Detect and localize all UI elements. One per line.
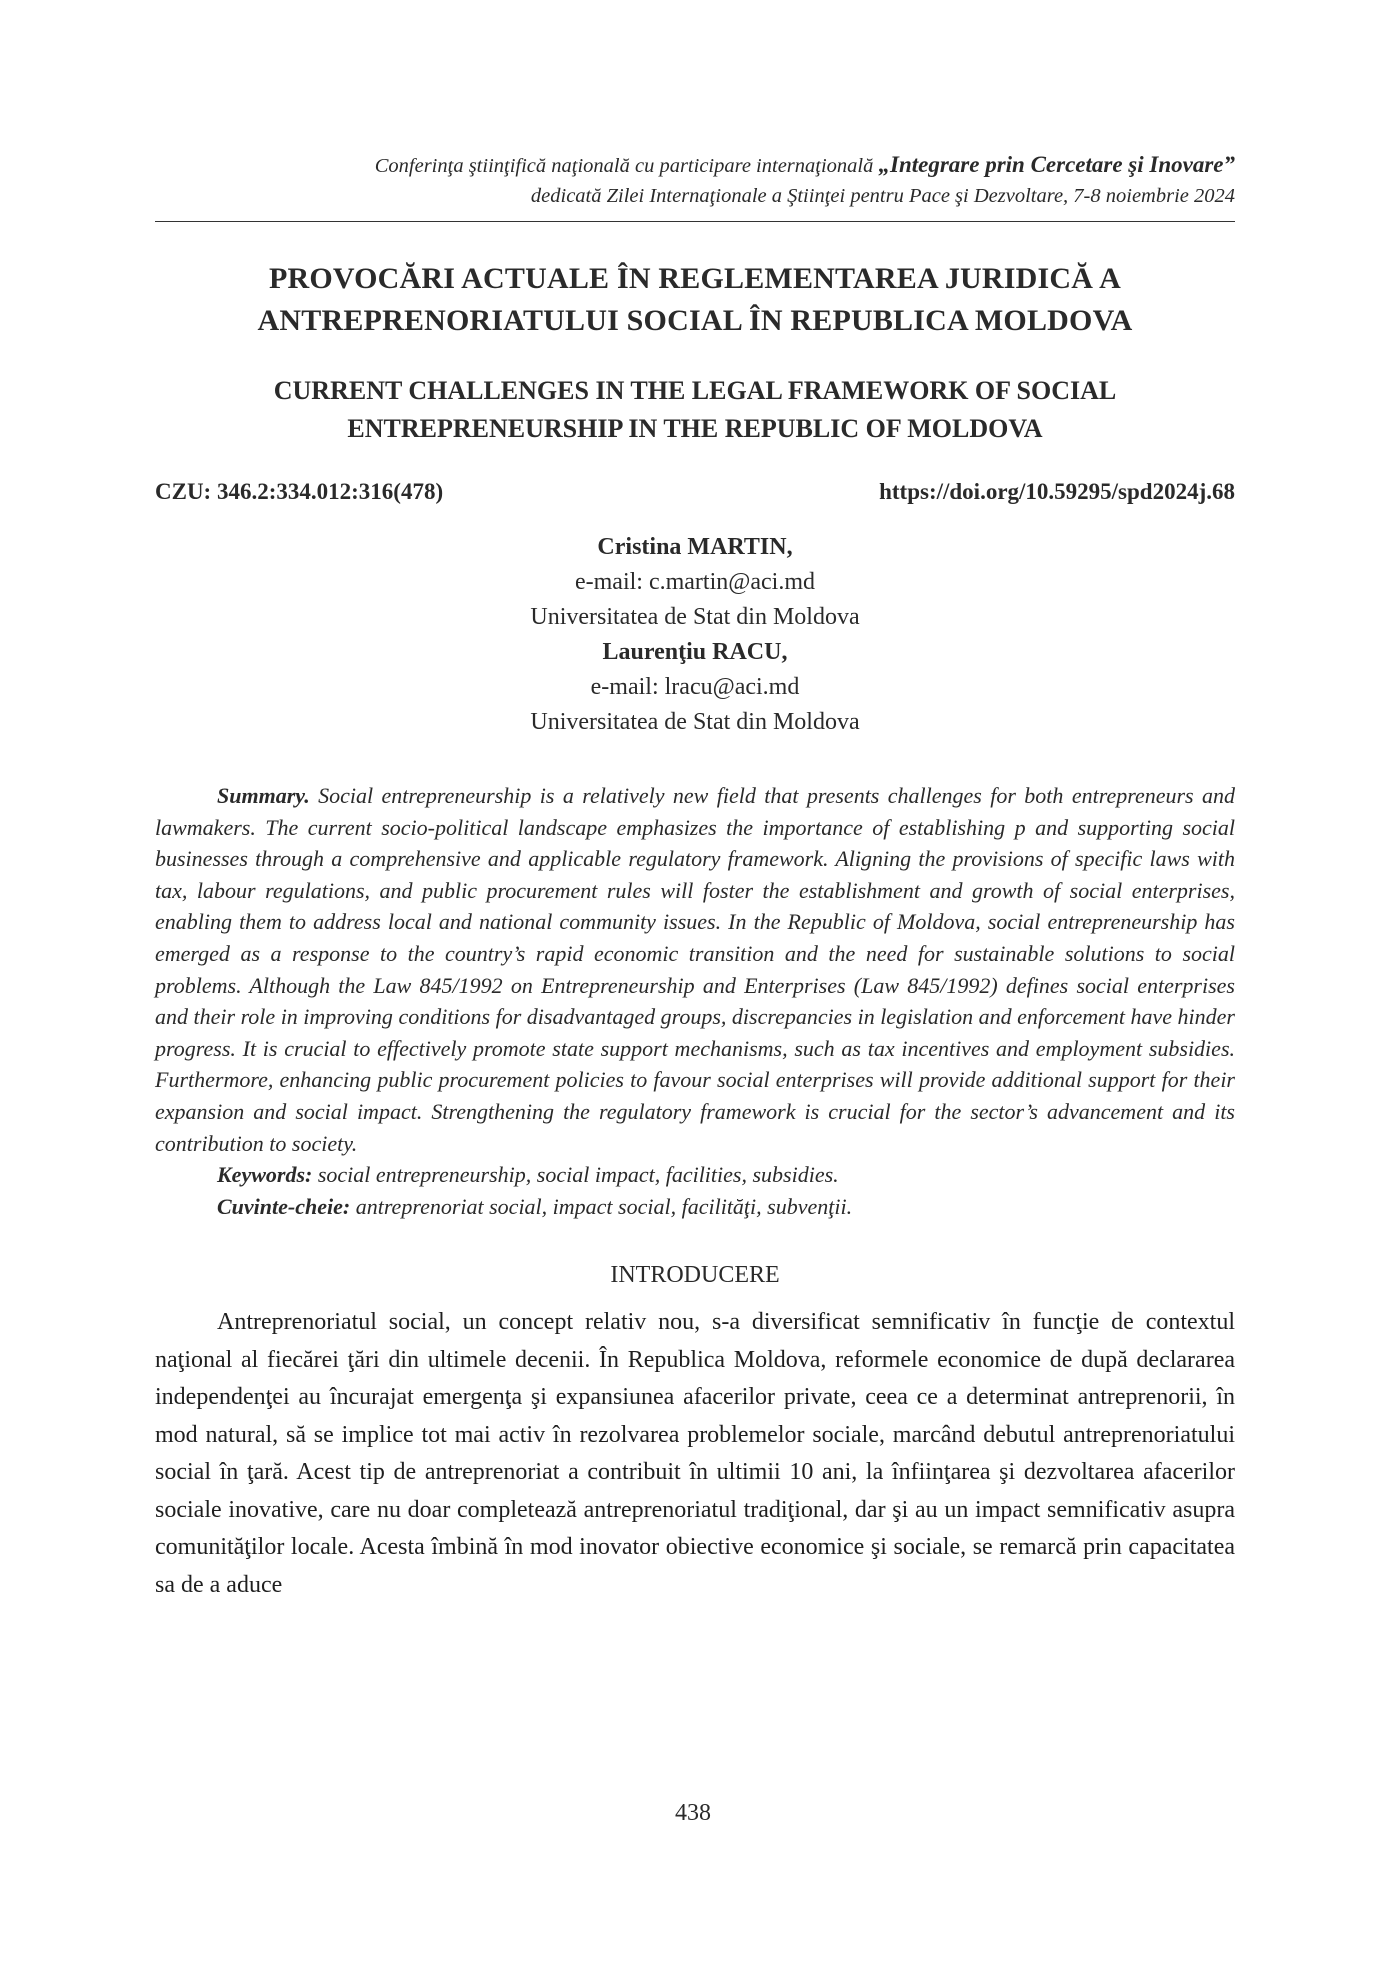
author-affiliation: Universitatea de Stat din Moldova	[530, 604, 860, 630]
summary-paragraph	[155, 780, 1235, 1159]
title-ro-line-1: PROVOCĂRI ACTUALE ÎN REGLEMENTAREA JURIDICĂ A	[268, 262, 1122, 295]
authors-block	[155, 530, 1235, 740]
page-number: 438	[675, 1800, 711, 1826]
title-romanian	[155, 258, 1235, 342]
title-english	[155, 372, 1235, 448]
doi-link[interactable]: https://doi.org/10.59295/spd2024j.68	[879, 479, 1235, 504]
author-affiliation: Universitatea de Stat din Moldova	[530, 709, 860, 735]
body-paragraph: Antreprenoriatul social, un concept relativ nou, s-a diversificat semnificativ în funcţie de contextul naţional al fiecărei ţări din ultimele decenii. În Republica Moldova, reformele economice de după declararea independenţei au încurajat emergenţa şi expansiunea afacerilor private, ceea ce a determinat antreprenorii, în mod natural, să se implice tot mai activ în rezolvarea problemelor sociale, marcând debutul antreprenoriatului social în ţară. Acest tip de antreprenoriat a contribuit în ultimii 10 ani, la înfiinţarea şi dezvoltarea afacerilor sociale inovative, care nu doar completează antreprenoriatul tradiţional, dar şi au un impact semnificativ asupra comunităţilor locale. Acesta îmbină în mod inovator obiective economice şi sociale, se remarcă prin capacitatea sa de a aduce	[155, 1309, 1235, 1598]
section-heading: INTRODUCERE	[610, 1262, 780, 1289]
cuvinte-cheie-label: Cuvinte-cheie:	[217, 1193, 351, 1219]
conference-name: „Integrare prin Cercetare şi Inovare”	[878, 152, 1235, 177]
author-name: Laurenţiu RACU,	[602, 639, 788, 665]
conference-header	[155, 150, 1235, 211]
body-text	[155, 1304, 1235, 1604]
summary-text: Social entrepreneurship is a relatively new field that presents challenges for both entrepreneurs and lawmakers. The current socio-political landscape emphasizes the importance of establishing p and supporting social businesses through a comprehensive and applicable regulatory framework. Aligning the provisions of specific laws with tax, labour regulations, and public procurement rules will foster the establishment and growth of social enterprises, enabling them to address local and national community issues. In the Republic of Moldova, social entrepreneurship has emerged as a response to the country’s rapid economic transition and the need for sustainable solutions to social problems. Although the Law 845/1992 on Entrepreneurship and Enterprises (Law 845/1992) defines social enterprises and their role in improving conditions for disadvantaged groups, discrepancies in legislation and enforcement have hinder progress. It is crucial to effectively promote state support mechanisms, such as tax incentives and employment subsidies. Furthermore, enhancing public procurement policies to favour social enterprises will provide additional support for their expansion and social impact. Strengthening the regulatory framework is crucial for the sector’s advancement and its contribution to society.	[155, 783, 1235, 1156]
title-en-line-2: ENTREPRENEURSHIP IN THE REPUBLIC OF MOLDOVA	[347, 414, 1043, 443]
cuvinte-cheie-line	[155, 1191, 1235, 1223]
author-name: Cristina MARTIN,	[597, 534, 793, 560]
keywords-line	[155, 1159, 1235, 1191]
paper-page	[155, 0, 1235, 1604]
header-prefix: Conferinţa ştiinţifică naţională cu participare internaţională	[374, 155, 879, 177]
title-en-line-1: CURRENT CHALLENGES IN THE LEGAL FRAMEWORK OF SOCIAL	[273, 376, 1117, 405]
author-email[interactable]: e-mail: lracu@aci.md	[590, 674, 800, 700]
abstract	[155, 780, 1235, 1222]
keywords-text: social entrepreneurship, social impact, facilities, subsidies.	[317, 1162, 839, 1188]
header-rule	[155, 221, 1235, 222]
cuvinte-cheie-text: antreprenoriat social, impact social, facilităţi, subvenţii.	[355, 1193, 853, 1219]
header-line-2: dedicată Zilei Internaţionale a Ştiinţei pentru Pace şi Dezvoltare, 7-8 noiembrie 2024	[530, 185, 1235, 207]
czu-code: CZU: 346.2:334.012:316(478)	[155, 479, 444, 504]
keywords-label: Keywords:	[217, 1162, 313, 1188]
summary-label: Summary.	[217, 783, 310, 808]
author-email[interactable]: e-mail: c.martin@aci.md	[574, 569, 815, 595]
identifiers-row	[155, 476, 1235, 508]
header-line-1	[155, 150, 1235, 181]
title-ro-line-2: ANTREPRENORIATULUI SOCIAL ÎN REPUBLICA MOLDOVA	[257, 304, 1133, 337]
